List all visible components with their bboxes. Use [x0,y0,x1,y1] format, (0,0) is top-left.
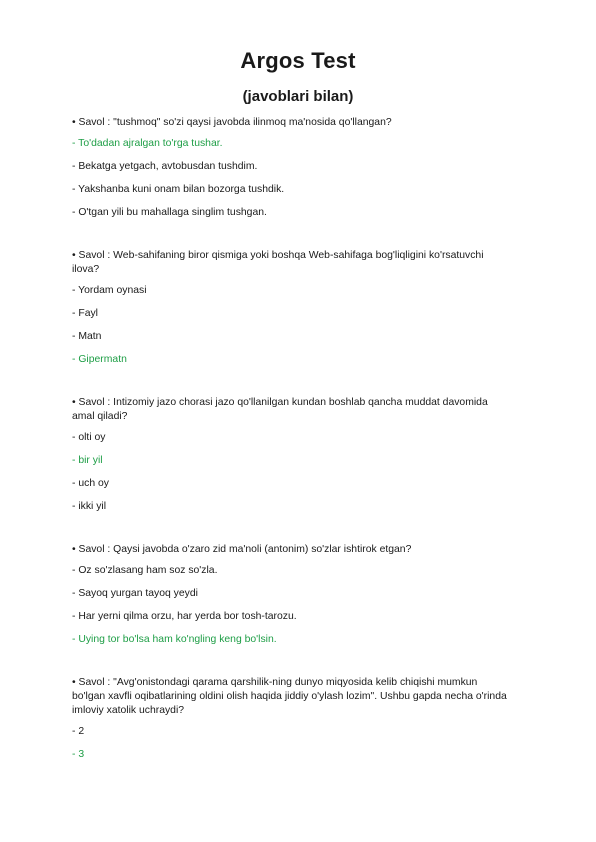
question-block [72,676,512,762]
answer-option: - Yordam oynasi [72,285,147,296]
question-text: • Savol : Intizomiy jazo chorasi jazo qo'llanilgan kundan boshlab qancha muddat davomida amal qiladi? [72,397,488,422]
document-subtitle: (javoblari bilan) [242,88,354,105]
section-gap [72,656,512,676]
answer-option: - uch oy [72,478,109,489]
answer-option: - Bekatga yetgach, avtobusdan tushdim. [72,161,258,172]
question-text: • Savol : "tushmoq" so'zi qaysi javobda ilinmoq ma'nosida qo'llangan? [72,117,392,128]
answer-option: - Sayoq yurgan tayoq yeydi [72,588,198,599]
question-text: • Savol : Qaysi javobda o'zaro zid ma'noli (antonim) so'zlar ishtirok etgan? [72,544,412,555]
answer-option: - O'tgan yili bu mahallaga singlim tushgan. [72,207,267,218]
question-text: • Savol : "Avg'onistondagi qarama qarshilik-ning dunyo miqyosida kelib chiqishi mumkun bo'lgan xavfli oqibatlarining oldini olish haqida jiddiy o'ylash lozim". Ushbu gapda necha o'rinda imloviy xatolik uchraydi? [72,677,507,716]
answer-option: - olti oy [72,432,106,443]
question-list [72,116,512,771]
question-text: • Savol : Web-sahifaning biror qismiga yoki boshqa Web-sahifaga bog'liqligini ko'rsatuvchi ilova? [72,250,484,275]
answer-option: - Fayl [72,308,98,319]
question-block [72,543,512,647]
answer-option-correct: - bir yil [72,455,103,466]
answer-option-correct: - To'dadan ajralgan to'rga tushar. [72,138,223,149]
section-gap [72,376,512,396]
section-gap [72,523,512,543]
section-gap [72,229,512,249]
answer-option-correct: - Uying tor bo'lsa ham ko'ngling keng bo'lsin. [72,634,277,645]
answer-option-correct: - 3 [72,749,85,760]
answer-option: - Matn [72,331,102,342]
question-block [72,249,512,367]
answer-option: - 2 [72,726,85,737]
question-block [72,396,512,514]
answer-option: - ikki yil [72,501,107,512]
question-block [72,116,512,220]
answer-option: - Oz so'zlasang ham soz so'zla. [72,565,218,576]
answer-option-correct: - Gipermatn [72,354,127,365]
answer-option: - Yakshanba kuni onam bilan bozorga tushdik. [72,184,285,195]
answer-option: - Har yerni qilma orzu, har yerda bor tosh-tarozu. [72,611,297,622]
document-title: Argos Test [240,48,356,73]
